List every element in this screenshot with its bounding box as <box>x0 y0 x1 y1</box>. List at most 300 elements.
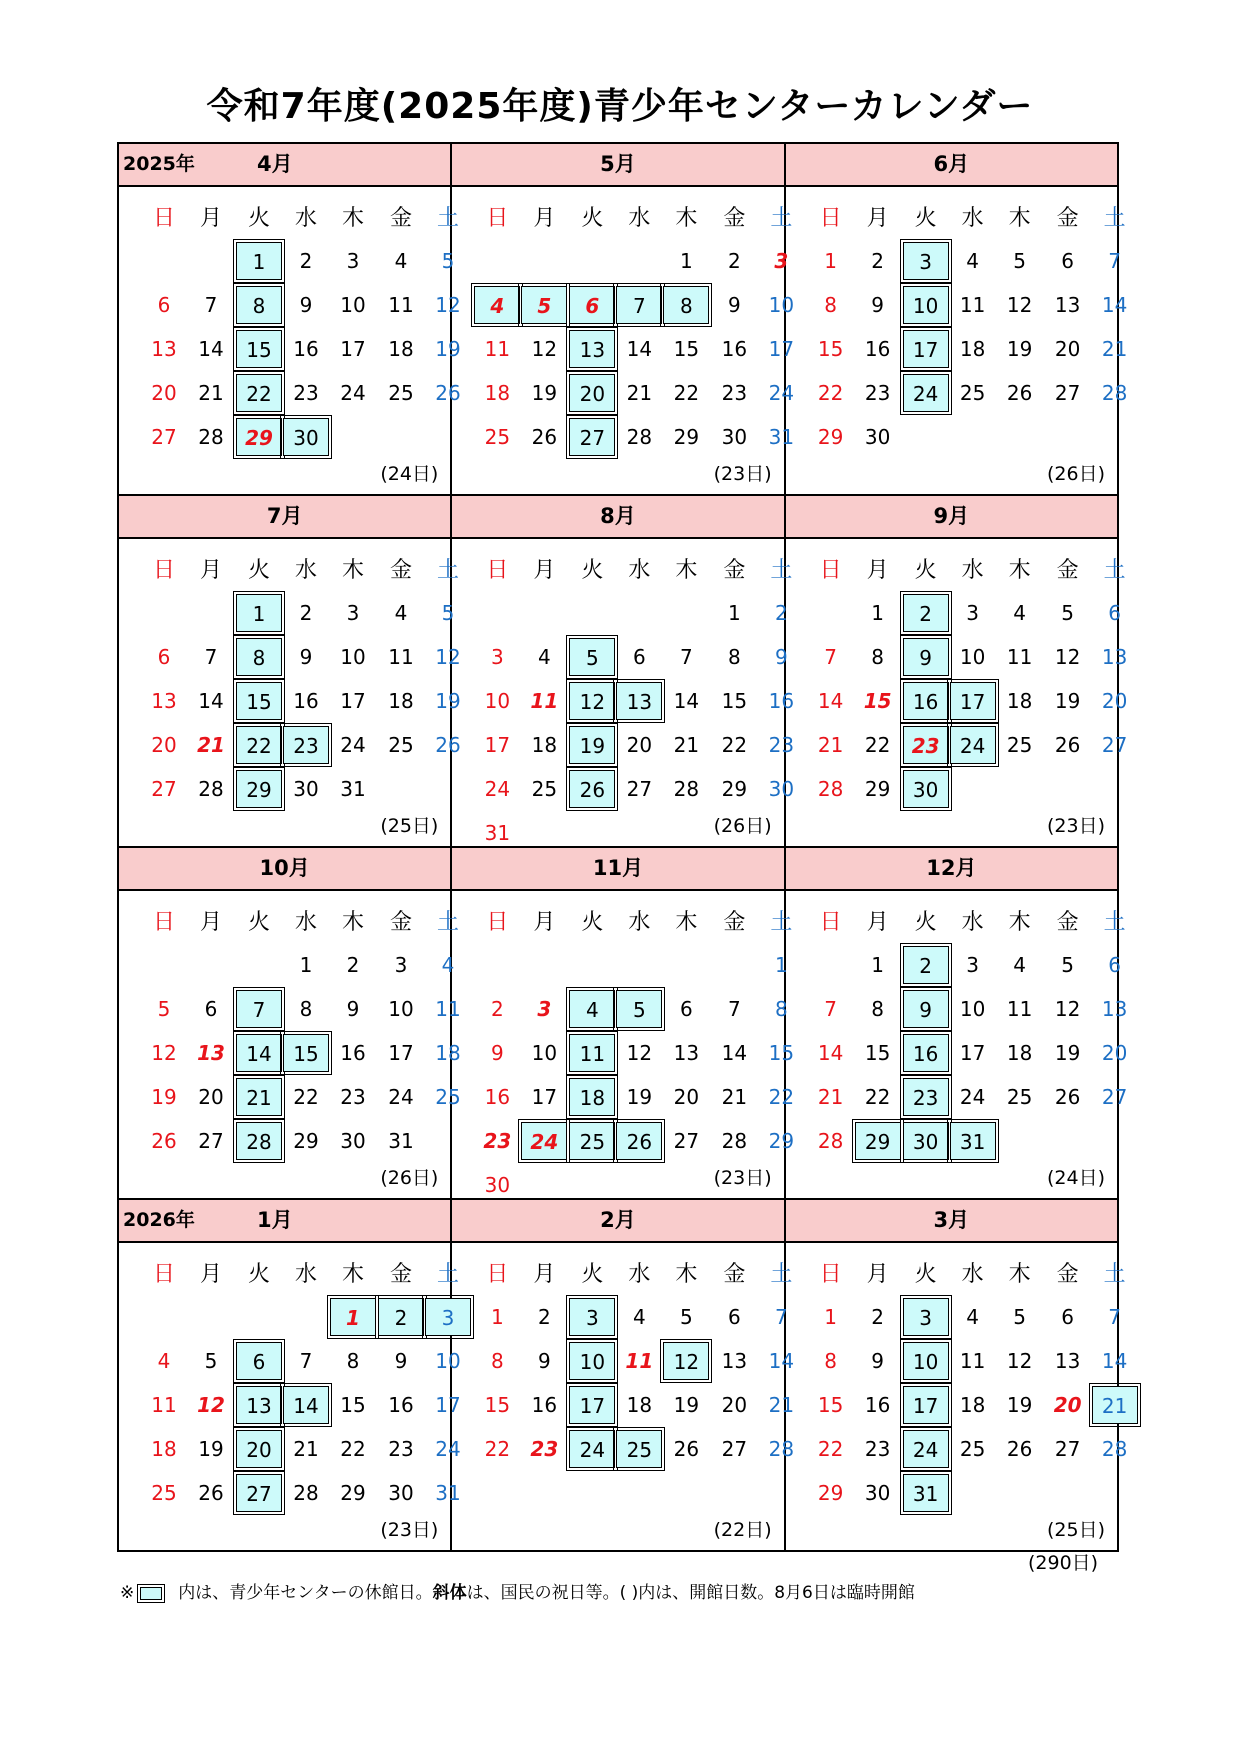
calendar-day: 16 <box>484 1085 511 1109</box>
month-name: 2月 <box>600 1208 636 1232</box>
calendar-day: 27 <box>151 777 177 801</box>
weekday-header: 木 <box>675 910 698 935</box>
calendar-day: 5 <box>679 1305 693 1329</box>
open-days-count: (23日) <box>380 1519 439 1541</box>
note-italic-word: 斜体 <box>432 1583 467 1603</box>
calendar-day: 25 <box>435 1085 461 1109</box>
weekday-header: 月 <box>866 558 889 583</box>
calendar-day: 28 <box>673 777 700 801</box>
weekday-header: 火 <box>914 206 937 231</box>
calendar-day: 23 <box>864 381 891 405</box>
calendar-day: 11 <box>1006 997 1033 1021</box>
calendar-day: 23 <box>721 381 748 405</box>
weekday-header: 火 <box>247 206 270 231</box>
calendar-day: 15 <box>340 1393 366 1417</box>
calendar-day: 4 <box>966 249 980 273</box>
weekday-header: 木 <box>1008 206 1031 231</box>
calendar-day: 25 <box>151 1481 177 1505</box>
calendar-day: 6 <box>1108 953 1122 977</box>
open-days-count: (24日) <box>380 463 439 485</box>
calendar-day: 15 <box>817 1393 844 1417</box>
calendar-day: 29 <box>768 1129 795 1153</box>
calendar-day: 7 <box>774 1305 788 1329</box>
calendar-day: 20 <box>626 733 653 757</box>
calendar-day: 28 <box>768 1437 795 1461</box>
calendar-day: 4 <box>632 1305 646 1329</box>
calendar-day: 30 <box>388 1481 414 1505</box>
note-prefix: ※ <box>120 1583 135 1603</box>
closed-box-icon <box>140 1587 162 1600</box>
calendar-day: 16 <box>388 1393 414 1417</box>
weekday-header: 金 <box>389 1262 412 1287</box>
open-days-count: (25日) <box>1046 1519 1105 1541</box>
closed-day: 16 <box>903 682 949 720</box>
month-2 <box>452 144 795 496</box>
calendar-day: 27 <box>1054 381 1081 405</box>
calendar-day: 17 <box>340 689 366 713</box>
weekday-header: 月 <box>199 1262 222 1287</box>
calendar-day: 3 <box>346 601 360 625</box>
weekday-header: 土 <box>1103 206 1126 231</box>
calendar-day: 25 <box>388 381 414 405</box>
calendar-day: 19 <box>1006 1393 1033 1417</box>
month-5 <box>452 496 795 848</box>
calendar-day: 5 <box>1013 1305 1027 1329</box>
calendar-day: 31 <box>340 777 366 801</box>
calendar-day: 6 <box>1108 601 1122 625</box>
calendar-day: 5 <box>1061 601 1075 625</box>
calendar-day: 30 <box>721 425 748 449</box>
calendar-day: 27 <box>1101 1085 1128 1109</box>
calendar-day: 18 <box>531 733 558 757</box>
calendar-day: 7 <box>824 645 838 669</box>
calendar-day: 22 <box>768 1085 795 1109</box>
weekday-header: 火 <box>914 558 937 583</box>
calendar-day: 1 <box>727 601 741 625</box>
month-11 <box>452 1200 795 1552</box>
weekday-header: 土 <box>1103 1262 1126 1287</box>
weekday-header: 火 <box>247 910 270 935</box>
calendar-day: 16 <box>864 337 891 361</box>
calendar-day: 9 <box>299 293 313 317</box>
closed-day: 17 <box>903 330 949 368</box>
closed-day: 1 <box>236 594 282 632</box>
calendar-day: 13 <box>151 337 177 361</box>
weekday-header: 火 <box>914 910 937 935</box>
closed-day: 24 <box>903 374 949 412</box>
closed-day: 29 <box>855 1122 901 1160</box>
weekday-header: 金 <box>723 910 746 935</box>
weekday-header: 水 <box>628 206 651 231</box>
calendar-day: 3 <box>346 249 360 273</box>
weekday-header: 木 <box>1008 1262 1031 1287</box>
calendar-day: 26 <box>1054 733 1081 757</box>
calendar-day: 24 <box>340 733 366 757</box>
calendar-day: 10 <box>959 997 986 1021</box>
calendar-day: 16 <box>340 1041 366 1065</box>
month-1 <box>119 144 461 496</box>
calendar-day: 12 <box>531 337 558 361</box>
calendar-day: 5 <box>441 249 455 273</box>
calendar-day: 15 <box>864 1041 891 1065</box>
closed-day: 15 <box>283 1034 329 1072</box>
calendar-day: 26 <box>1054 1085 1081 1109</box>
closed-day: 5 <box>521 286 567 324</box>
calendar-day: 11 <box>959 1349 986 1373</box>
calendar-day: 24 <box>435 1437 461 1461</box>
closed-day: 31 <box>950 1122 996 1160</box>
closed-day: 25 <box>569 1122 615 1160</box>
closed-day: 4 <box>474 286 520 324</box>
calendar-day: 4 <box>1013 601 1027 625</box>
closed-day: 17 <box>903 1386 949 1424</box>
calendar-day: 16 <box>768 689 795 713</box>
weekday-header: 金 <box>1056 206 1079 231</box>
calendar-day: 26 <box>1006 1437 1033 1461</box>
calendar-day: 14 <box>198 337 224 361</box>
calendar-day: 28 <box>1101 381 1128 405</box>
calendar-day: 29 <box>864 777 891 801</box>
calendar-day: 14 <box>673 689 700 713</box>
calendar-day: 14 <box>721 1041 748 1065</box>
calendar-day: 14 <box>198 689 224 713</box>
closed-day: 24 <box>569 1430 615 1468</box>
closed-day: 2 <box>903 594 949 632</box>
calendar-day: 19 <box>1054 1041 1081 1065</box>
calendar-day: 27 <box>151 425 177 449</box>
calendar-day: 3 <box>537 997 552 1021</box>
weekday-header: 火 <box>581 1262 604 1287</box>
calendar-day: 13 <box>151 689 177 713</box>
closed-day: 30 <box>283 418 329 456</box>
month-name: 11月 <box>592 856 644 880</box>
open-days-count: (24日) <box>1046 1167 1105 1189</box>
calendar-day: 14 <box>817 1041 844 1065</box>
weekday-header: 火 <box>581 910 604 935</box>
weekday-header: 金 <box>389 558 412 583</box>
calendar-day: 19 <box>435 689 461 713</box>
calendar-day: 5 <box>1061 953 1075 977</box>
closed-day: 21 <box>1092 1386 1138 1424</box>
weekday-header: 日 <box>152 910 175 935</box>
month-header <box>786 144 1117 187</box>
calendar-day: 19 <box>1054 689 1081 713</box>
weekday-header: 水 <box>294 910 317 935</box>
calendar-day: 20 <box>1054 337 1081 361</box>
calendar-day: 21 <box>1101 337 1128 361</box>
weekday-header: 土 <box>436 558 459 583</box>
closed-day: 21 <box>236 1078 282 1116</box>
weekday-header: 水 <box>961 1262 984 1287</box>
calendar-day: 6 <box>727 1305 741 1329</box>
calendar-day: 14 <box>817 689 844 713</box>
closed-day: 24 <box>950 726 996 764</box>
calendar-day: 6 <box>632 645 646 669</box>
calendar-day: 14 <box>768 1349 795 1373</box>
weekday-header: 木 <box>675 558 698 583</box>
open-days-count: (23日) <box>1046 815 1105 837</box>
weekday-header: 木 <box>341 558 364 583</box>
calendar-day: 30 <box>340 1129 366 1153</box>
calendar-day: 23 <box>388 1437 414 1461</box>
weekday-header: 月 <box>533 910 556 935</box>
month-header <box>452 1200 783 1243</box>
weekday-header: 火 <box>247 558 270 583</box>
calendar-day: 30 <box>864 425 891 449</box>
calendar-day: 3 <box>490 645 504 669</box>
calendar-day: 24 <box>484 777 511 801</box>
closed-day: 14 <box>236 1034 282 1072</box>
calendar-day: 11 <box>388 645 414 669</box>
calendar-day: 22 <box>484 1437 511 1461</box>
calendar-day: 20 <box>721 1393 748 1417</box>
weekday-header: 金 <box>1056 1262 1079 1287</box>
weekday-header: 木 <box>341 1262 364 1287</box>
calendar-day: 30 <box>293 777 319 801</box>
calendar-day: 26 <box>151 1129 177 1153</box>
calendar-day: 21 <box>198 381 224 405</box>
calendar-day: 14 <box>626 337 653 361</box>
calendar-day: 23 <box>530 1437 559 1461</box>
closed-day: 24 <box>903 1430 949 1468</box>
calendar-day: 27 <box>1054 1437 1081 1461</box>
calendar-day: 23 <box>864 1437 891 1461</box>
month-name: 4月 <box>257 152 293 176</box>
calendar-day: 2 <box>299 249 313 273</box>
month-6 <box>786 496 1128 848</box>
calendar-day: 10 <box>340 293 366 317</box>
calendar-day: 20 <box>198 1085 224 1109</box>
closed-day: 23 <box>903 726 949 764</box>
weekday-header: 金 <box>389 910 412 935</box>
closed-day: 23 <box>283 726 329 764</box>
calendar-day: 12 <box>435 645 461 669</box>
calendar-day: 28 <box>293 1481 319 1505</box>
calendar-day: 13 <box>1054 1349 1081 1373</box>
closed-day: 2 <box>378 1298 424 1336</box>
calendar-day: 10 <box>959 645 986 669</box>
calendar-day: 6 <box>1061 249 1075 273</box>
weekday-header: 土 <box>770 1262 793 1287</box>
calendar-day: 16 <box>293 337 319 361</box>
calendar-day: 5 <box>204 1349 218 1373</box>
closed-day: 16 <box>903 1034 949 1072</box>
calendar-day: 20 <box>1053 1393 1082 1417</box>
calendar-day: 21 <box>817 733 844 757</box>
calendar-day: 7 <box>204 645 218 669</box>
weekday-header: 土 <box>770 558 793 583</box>
weekday-header: 水 <box>961 910 984 935</box>
closed-day: 7 <box>236 990 282 1028</box>
calendar-day: 22 <box>864 733 891 757</box>
calendar-day: 25 <box>1006 733 1033 757</box>
calendar-day: 30 <box>484 1173 511 1197</box>
calendar-day: 4 <box>441 953 455 977</box>
month-12 <box>786 1200 1128 1552</box>
calendar-day: 21 <box>673 733 700 757</box>
calendar-day: 22 <box>864 1085 891 1109</box>
calendar-day: 28 <box>1101 1437 1128 1461</box>
weekday-header: 月 <box>199 206 222 231</box>
calendar-day: 10 <box>340 645 366 669</box>
calendar-day: 8 <box>824 1349 838 1373</box>
calendar-day: 9 <box>346 997 360 1021</box>
calendar-day: 30 <box>864 1481 891 1505</box>
calendar-day: 18 <box>1006 689 1033 713</box>
weekday-header: 水 <box>294 206 317 231</box>
calendar-day: 21 <box>197 733 225 757</box>
weekday-header: 月 <box>866 910 889 935</box>
month-7 <box>119 848 461 1200</box>
calendar-day: 22 <box>721 733 748 757</box>
calendar-day: 19 <box>198 1437 224 1461</box>
closed-day: 4 <box>569 990 615 1028</box>
calendar-day: 21 <box>626 381 653 405</box>
month-header <box>119 144 450 187</box>
closed-day: 3 <box>569 1298 615 1336</box>
calendar-day: 31 <box>388 1129 414 1153</box>
closed-day: 10 <box>903 1342 949 1380</box>
calendar-day: 26 <box>435 381 461 405</box>
calendar-day: 25 <box>484 425 511 449</box>
weekday-header: 月 <box>533 206 556 231</box>
closed-day: 12 <box>663 1342 709 1380</box>
month-header <box>452 144 783 187</box>
calendar-day: 8 <box>490 1349 504 1373</box>
calendar-day: 28 <box>721 1129 748 1153</box>
calendar-day: 7 <box>1108 1305 1122 1329</box>
calendar-day: 17 <box>484 733 511 757</box>
calendar-day: 5 <box>157 997 171 1021</box>
calendar-day: 5 <box>1013 249 1027 273</box>
weekday-header: 日 <box>819 910 842 935</box>
calendar-day: 25 <box>959 381 986 405</box>
calendar-day: 24 <box>340 381 366 405</box>
calendar-day: 28 <box>198 777 224 801</box>
calendar-day: 11 <box>530 689 559 713</box>
closed-day: 1 <box>330 1298 376 1336</box>
month-header <box>119 848 450 891</box>
calendar-day: 15 <box>768 1041 795 1065</box>
calendar-day: 5 <box>441 601 455 625</box>
closed-day: 31 <box>903 1474 949 1512</box>
closed-day: 13 <box>236 1386 282 1424</box>
calendar-day: 12 <box>1054 997 1081 1021</box>
closed-day: 13 <box>569 330 615 368</box>
closed-day: 1 <box>236 242 282 280</box>
closed-day: 30 <box>903 1122 949 1160</box>
calendar-day: 6 <box>679 997 693 1021</box>
calendar-day: 26 <box>435 733 461 757</box>
calendar-day: 19 <box>1006 337 1033 361</box>
calendar-day: 1 <box>774 953 788 977</box>
calendar-day: 26 <box>673 1437 700 1461</box>
closed-day: 20 <box>236 1430 282 1468</box>
weekday-header: 土 <box>770 910 793 935</box>
closed-day: 10 <box>903 286 949 324</box>
calendar-day: 30 <box>768 777 795 801</box>
calendar-day: 1 <box>824 1305 838 1329</box>
calendar-day: 28 <box>626 425 653 449</box>
calendar-day: 12 <box>1006 1349 1033 1373</box>
open-days-count: (22日) <box>713 1519 772 1541</box>
calendar-day: 29 <box>673 425 700 449</box>
calendar-day: 25 <box>388 733 414 757</box>
calendar-day: 13 <box>1054 293 1081 317</box>
calendar-day: 18 <box>1006 1041 1033 1065</box>
closed-day: 9 <box>903 990 949 1028</box>
calendar-day: 1 <box>824 249 838 273</box>
calendar-day: 6 <box>204 997 218 1021</box>
calendar-day: 27 <box>721 1437 748 1461</box>
calendar-day: 27 <box>198 1129 224 1153</box>
weekday-header: 日 <box>486 1262 509 1287</box>
calendar-day: 7 <box>727 997 741 1021</box>
calendar-day: 2 <box>727 249 741 273</box>
calendar-day: 11 <box>959 293 986 317</box>
calendar-day: 8 <box>727 645 741 669</box>
calendar-day: 1 <box>679 249 693 273</box>
calendar-day: 16 <box>864 1393 891 1417</box>
calendar-day: 20 <box>1101 689 1128 713</box>
closed-day: 29 <box>236 770 282 808</box>
calendar-day: 6 <box>157 293 171 317</box>
weekday-header: 水 <box>628 1262 651 1287</box>
calendar-day: 1 <box>871 601 885 625</box>
open-days-count: (23日) <box>713 1167 772 1189</box>
calendar-day: 22 <box>340 1437 366 1461</box>
calendar-day: 6 <box>157 645 171 669</box>
calendar-day: 17 <box>531 1085 558 1109</box>
closed-day: 8 <box>663 286 709 324</box>
calendar-day: 31 <box>484 821 511 845</box>
weekday-header: 月 <box>533 558 556 583</box>
open-days-count: (26日) <box>1046 463 1105 485</box>
month-3 <box>786 144 1128 496</box>
calendar-day: 8 <box>871 645 885 669</box>
closed-day: 15 <box>236 682 282 720</box>
calendar-day: 2 <box>871 1305 885 1329</box>
calendar-day: 28 <box>817 1129 844 1153</box>
weekday-header: 土 <box>1103 910 1126 935</box>
month-10 <box>119 1200 461 1552</box>
calendar-day: 3 <box>774 249 789 273</box>
closed-day: 27 <box>236 1474 282 1512</box>
closed-day: 27 <box>569 418 615 456</box>
closed-day: 13 <box>616 682 662 720</box>
month-name: 12月 <box>926 856 977 880</box>
calendar-day: 12 <box>1054 645 1081 669</box>
calendar-day: 13 <box>1101 645 1128 669</box>
calendar-day: 13 <box>721 1349 748 1373</box>
calendar-day: 19 <box>435 337 461 361</box>
calendar-day: 13 <box>673 1041 700 1065</box>
calendar-day: 17 <box>959 1041 986 1065</box>
calendar-day: 21 <box>721 1085 748 1109</box>
calendar-day: 11 <box>1006 645 1033 669</box>
month-name: 8月 <box>600 504 636 528</box>
closed-day: 5 <box>569 638 615 676</box>
weekday-header: 木 <box>1008 910 1031 935</box>
calendar-day: 11 <box>484 337 511 361</box>
closed-day: 20 <box>569 374 615 412</box>
calendar-day: 18 <box>388 689 414 713</box>
calendar-day: 9 <box>537 1349 551 1373</box>
weekday-header: 月 <box>866 206 889 231</box>
weekday-header: 木 <box>1008 558 1031 583</box>
calendar-day: 16 <box>293 689 319 713</box>
calendar-day: 9 <box>490 1041 504 1065</box>
